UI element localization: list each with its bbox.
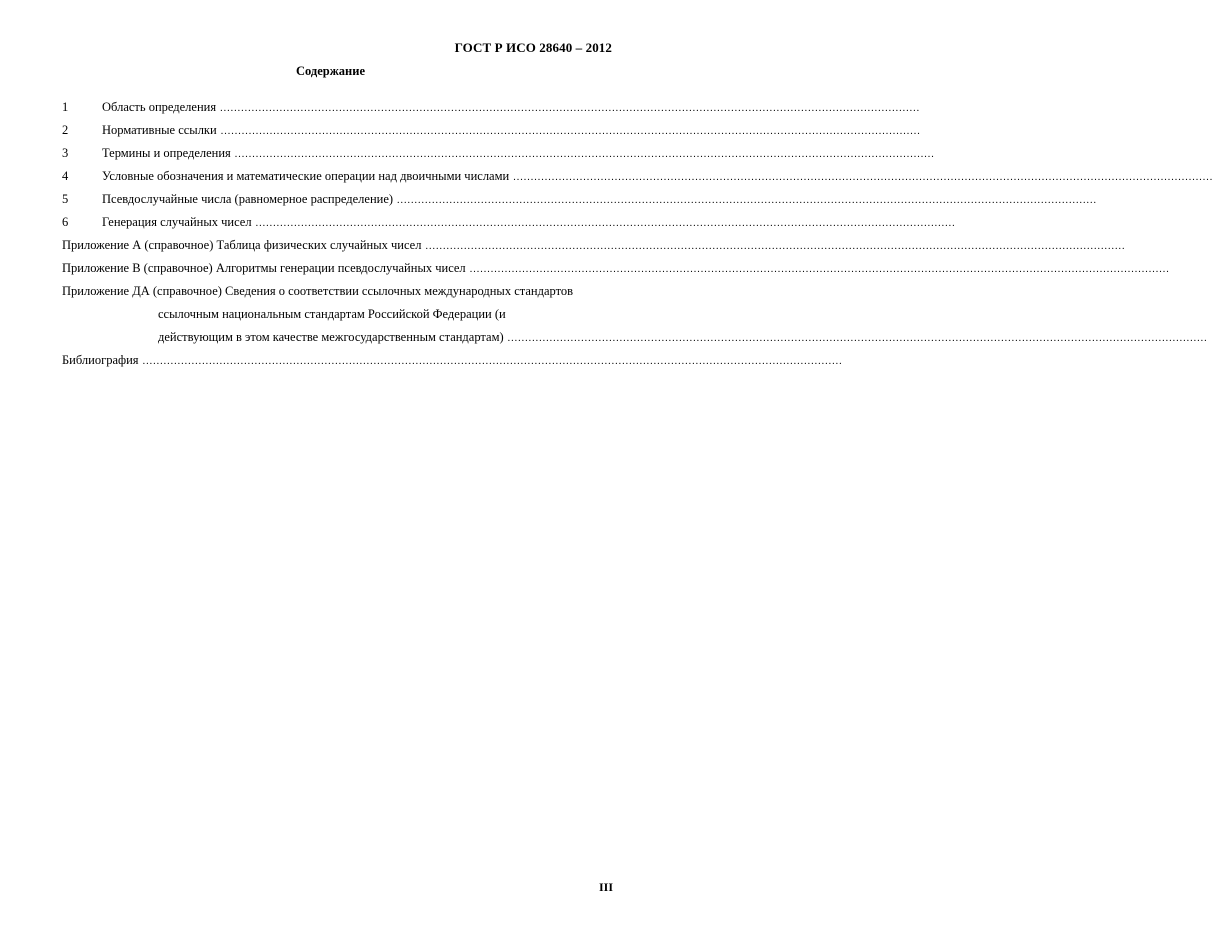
leader-dots: ........................................................................................................................................................................................................: [507, 333, 1208, 344]
toc-item-number: 1: [62, 100, 69, 114]
toc-appendix-b[interactable]: [62, 257, 1170, 280]
toc-item-title: Библиография: [62, 353, 139, 367]
toc-item-2[interactable]: [62, 119, 921, 142]
toc-item-number: 6: [62, 215, 69, 229]
toc-item-3[interactable]: [62, 142, 935, 165]
leader-dots: ........................................................................................................................................................................................................: [425, 241, 1126, 252]
document-code: ГОСТ Р ИСО 28640 – 2012: [454, 40, 612, 55]
toc-item-number: 4: [62, 169, 69, 183]
toc-item-title: Область определения: [102, 100, 217, 114]
toc-appendix-da-line1[interactable]: [62, 280, 610, 303]
leader-dots: ........................................................................................................................................................................................................: [255, 218, 956, 229]
leader-dots: ........................................................................................................................................................................................................: [469, 264, 1170, 275]
toc-item-title: Генерация случайных чисел: [102, 215, 252, 229]
toc-item-number: 2: [62, 123, 69, 137]
toc-bibliography[interactable]: [62, 349, 843, 372]
toc-item-title: ссылочным национальным стандартам Российской Федерации (и: [158, 307, 506, 321]
toc-item-5[interactable]: [62, 188, 1098, 211]
toc-item-number: 3: [62, 146, 69, 160]
toc-item-title: Условные обозначения и математические операции над двоичными числами: [102, 169, 510, 183]
leader-dots: ........................................................................................................................................................................................................: [220, 126, 921, 137]
table-of-contents: [62, 96, 1213, 372]
toc-item-title: Приложение А (справочное) Таблица физических случайных чисел: [62, 238, 422, 252]
toc-item-number: 5: [62, 192, 69, 206]
leader-dots: ........................................................................................................................................................................................................: [234, 149, 935, 160]
toc-item-title: Псевдослучайные числа (равномерное распределение): [102, 192, 394, 206]
leader-dots: ........................................................................................................................................................................................................: [220, 103, 921, 114]
leader-dots: ........................................................................................................................................................................................................: [397, 195, 1098, 206]
toc-item-1[interactable]: [62, 96, 921, 119]
toc-item-4[interactable]: [62, 165, 1213, 188]
leader-dots: ........................................................................................................................................................................................................: [513, 172, 1213, 183]
toc-item-title: Термины и определения: [102, 146, 231, 160]
toc-appendix-a[interactable]: [62, 234, 1126, 257]
toc-appendix-da-line3[interactable]: [62, 326, 1208, 349]
toc-item-title: действующим в этом качестве межгосударственным стандартам): [158, 330, 504, 344]
toc-item-title: Приложение ДА (справочное) Сведения о соответствии ссылочных международных стандартов: [62, 284, 574, 298]
toc-title: Содержание: [295, 64, 365, 78]
toc-item-title: Нормативные ссылки: [102, 123, 217, 137]
leader-dots: ........................................................................................................................................................................................................: [142, 356, 843, 367]
toc-appendix-da-line2[interactable]: [62, 303, 610, 326]
toc-item-title: Приложение В (справочное) Алгоритмы генерации псевдослучайных чисел: [62, 261, 466, 275]
toc-item-6[interactable]: [62, 211, 956, 234]
page-number: III: [598, 880, 613, 894]
